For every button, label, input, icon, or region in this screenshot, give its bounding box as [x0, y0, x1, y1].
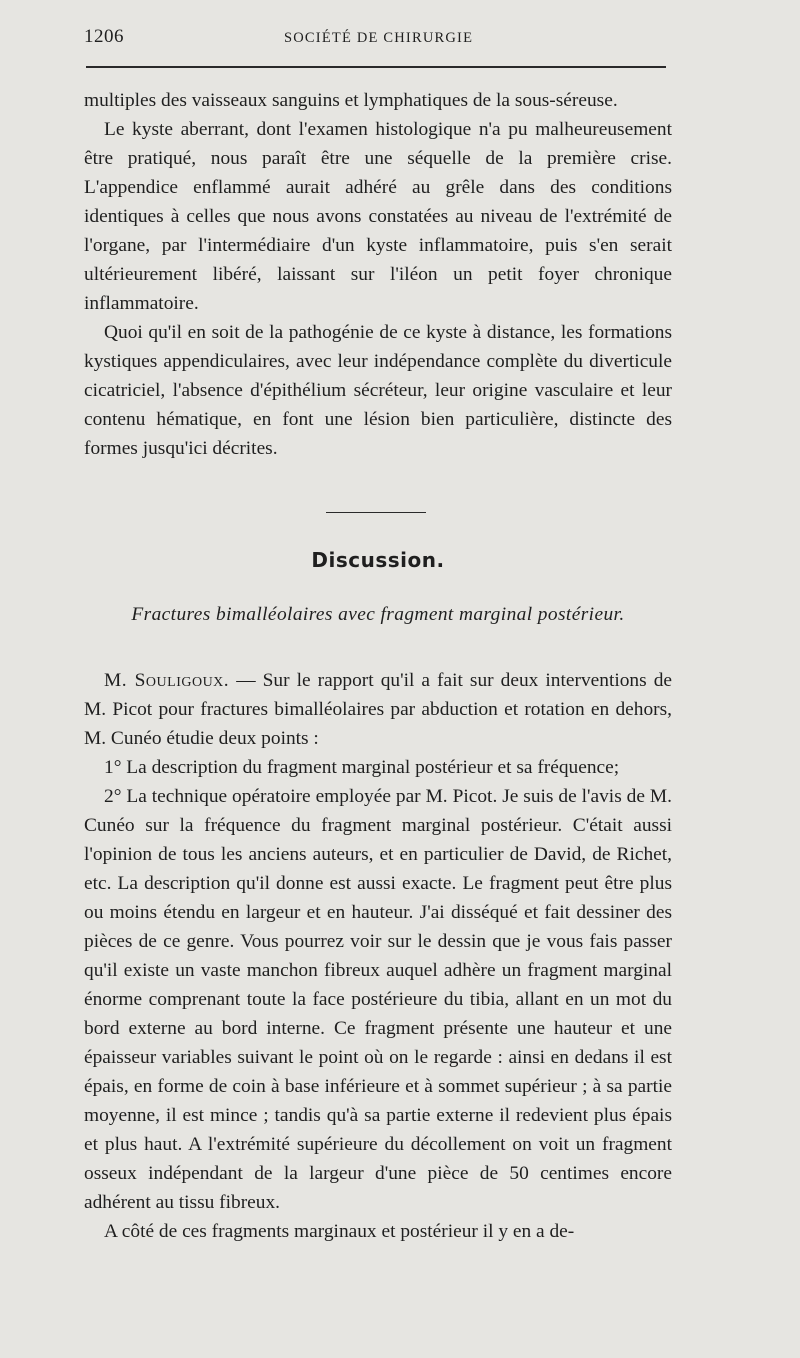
header-rule: [86, 66, 666, 68]
page-number: 1206: [84, 26, 124, 47]
speaker-name: M. Souligoux.: [104, 670, 230, 691]
discussion-text: [84, 666, 672, 1246]
paragraph-pathogenie: Quoi qu'il en soit de la pathogénie de ce kyste à distance, les formations kystiques appendiculaires, avec leur indépendance complète du diverticule cicatriciel, l'absence d'épithélium sécréteur, leur origine vasculaire et leur contenu hématique, en font une lésion bien particulière, distincte des formes jusqu'ici décrites.: [84, 322, 672, 459]
body-text: [84, 86, 672, 463]
discussion-intro-text: — Sur le rapport qu'il a fait sur deux interventions de M. Picot pour fractures bimalléolaires par abduction et rotation en dehors, M. Cunéo étudie deux points :: [84, 670, 672, 749]
subject-title: Fractures bimalléolaires avec fragment marginal postérieur.: [131, 604, 625, 625]
paragraph-kyste-aberrant: Le kyste aberrant, dont l'examen histologique n'a pu malheureusement être pratiqué, nous paraît être une séquelle de la première crise. L'appendice enflammé aurait adhéré au grêle dans des conditions identiques à celles que nous avons constatées au niveau de l'extrémité de l'organe, par l'intermédiaire d'un kyste inflammatoire, puis s'en serait ultérieurement libéré, laissant sur l'iléon un petit foyer chronique inflammatoire.: [84, 119, 672, 314]
paragraph-continuation: multiples des vaisseaux sanguins et lymphatiques de la sous-séreuse.: [84, 90, 618, 111]
section-title: Discussion.: [311, 548, 445, 572]
page-header: [84, 24, 668, 54]
section-divider: [326, 512, 426, 513]
discussion-point-2: 2° La technique opératoire employée par M. Picot. Je suis de l'avis de M. Cunéo sur la fréquence du fragment marginal postérieur. C'était aussi l'opinion de tous les anciens auteurs, et en particulier de David, de Richet, etc. La description qu'il donne est aussi exacte. Le fragment peut être plus ou moins étendu en largeur et en hauteur. J'ai disséqué et fait dessiner des pièces de ce genre. Vous pourrez voir sur le dessin que je vous fais passer qu'il existe un vaste manchon fibreux auquel adhère un fragment marginal énorme comprenant toute la face postérieure du tibia, allant en un mot du bord externe au bord interne. Ce fragment présente une hauteur et une épaisseur variables suivant le point où on le regarde : ainsi en dedans il est épais, en forme de coin à base inférieure et à sommet supérieur ; à sa partie moyenne, il est mince ; tandis qu'à sa partie externe il redevient plus épais et plus haut. A l'extrémité supérieure du décollement on voit un fragment osseux indépendant de la largeur d'une pièce de 50 centimes encore adhérent au tissu fibreux.: [84, 786, 672, 1213]
discussion-last-line: A côté de ces fragments marginaux et postérieur il y en a de-: [104, 1221, 575, 1242]
discussion-intro: [84, 666, 672, 753]
discussion-point-1: 1° La description du fragment marginal postérieur et sa fréquence;: [104, 757, 620, 778]
running-head: SOCIÉTÉ DE CHIRURGIE: [284, 30, 474, 46]
